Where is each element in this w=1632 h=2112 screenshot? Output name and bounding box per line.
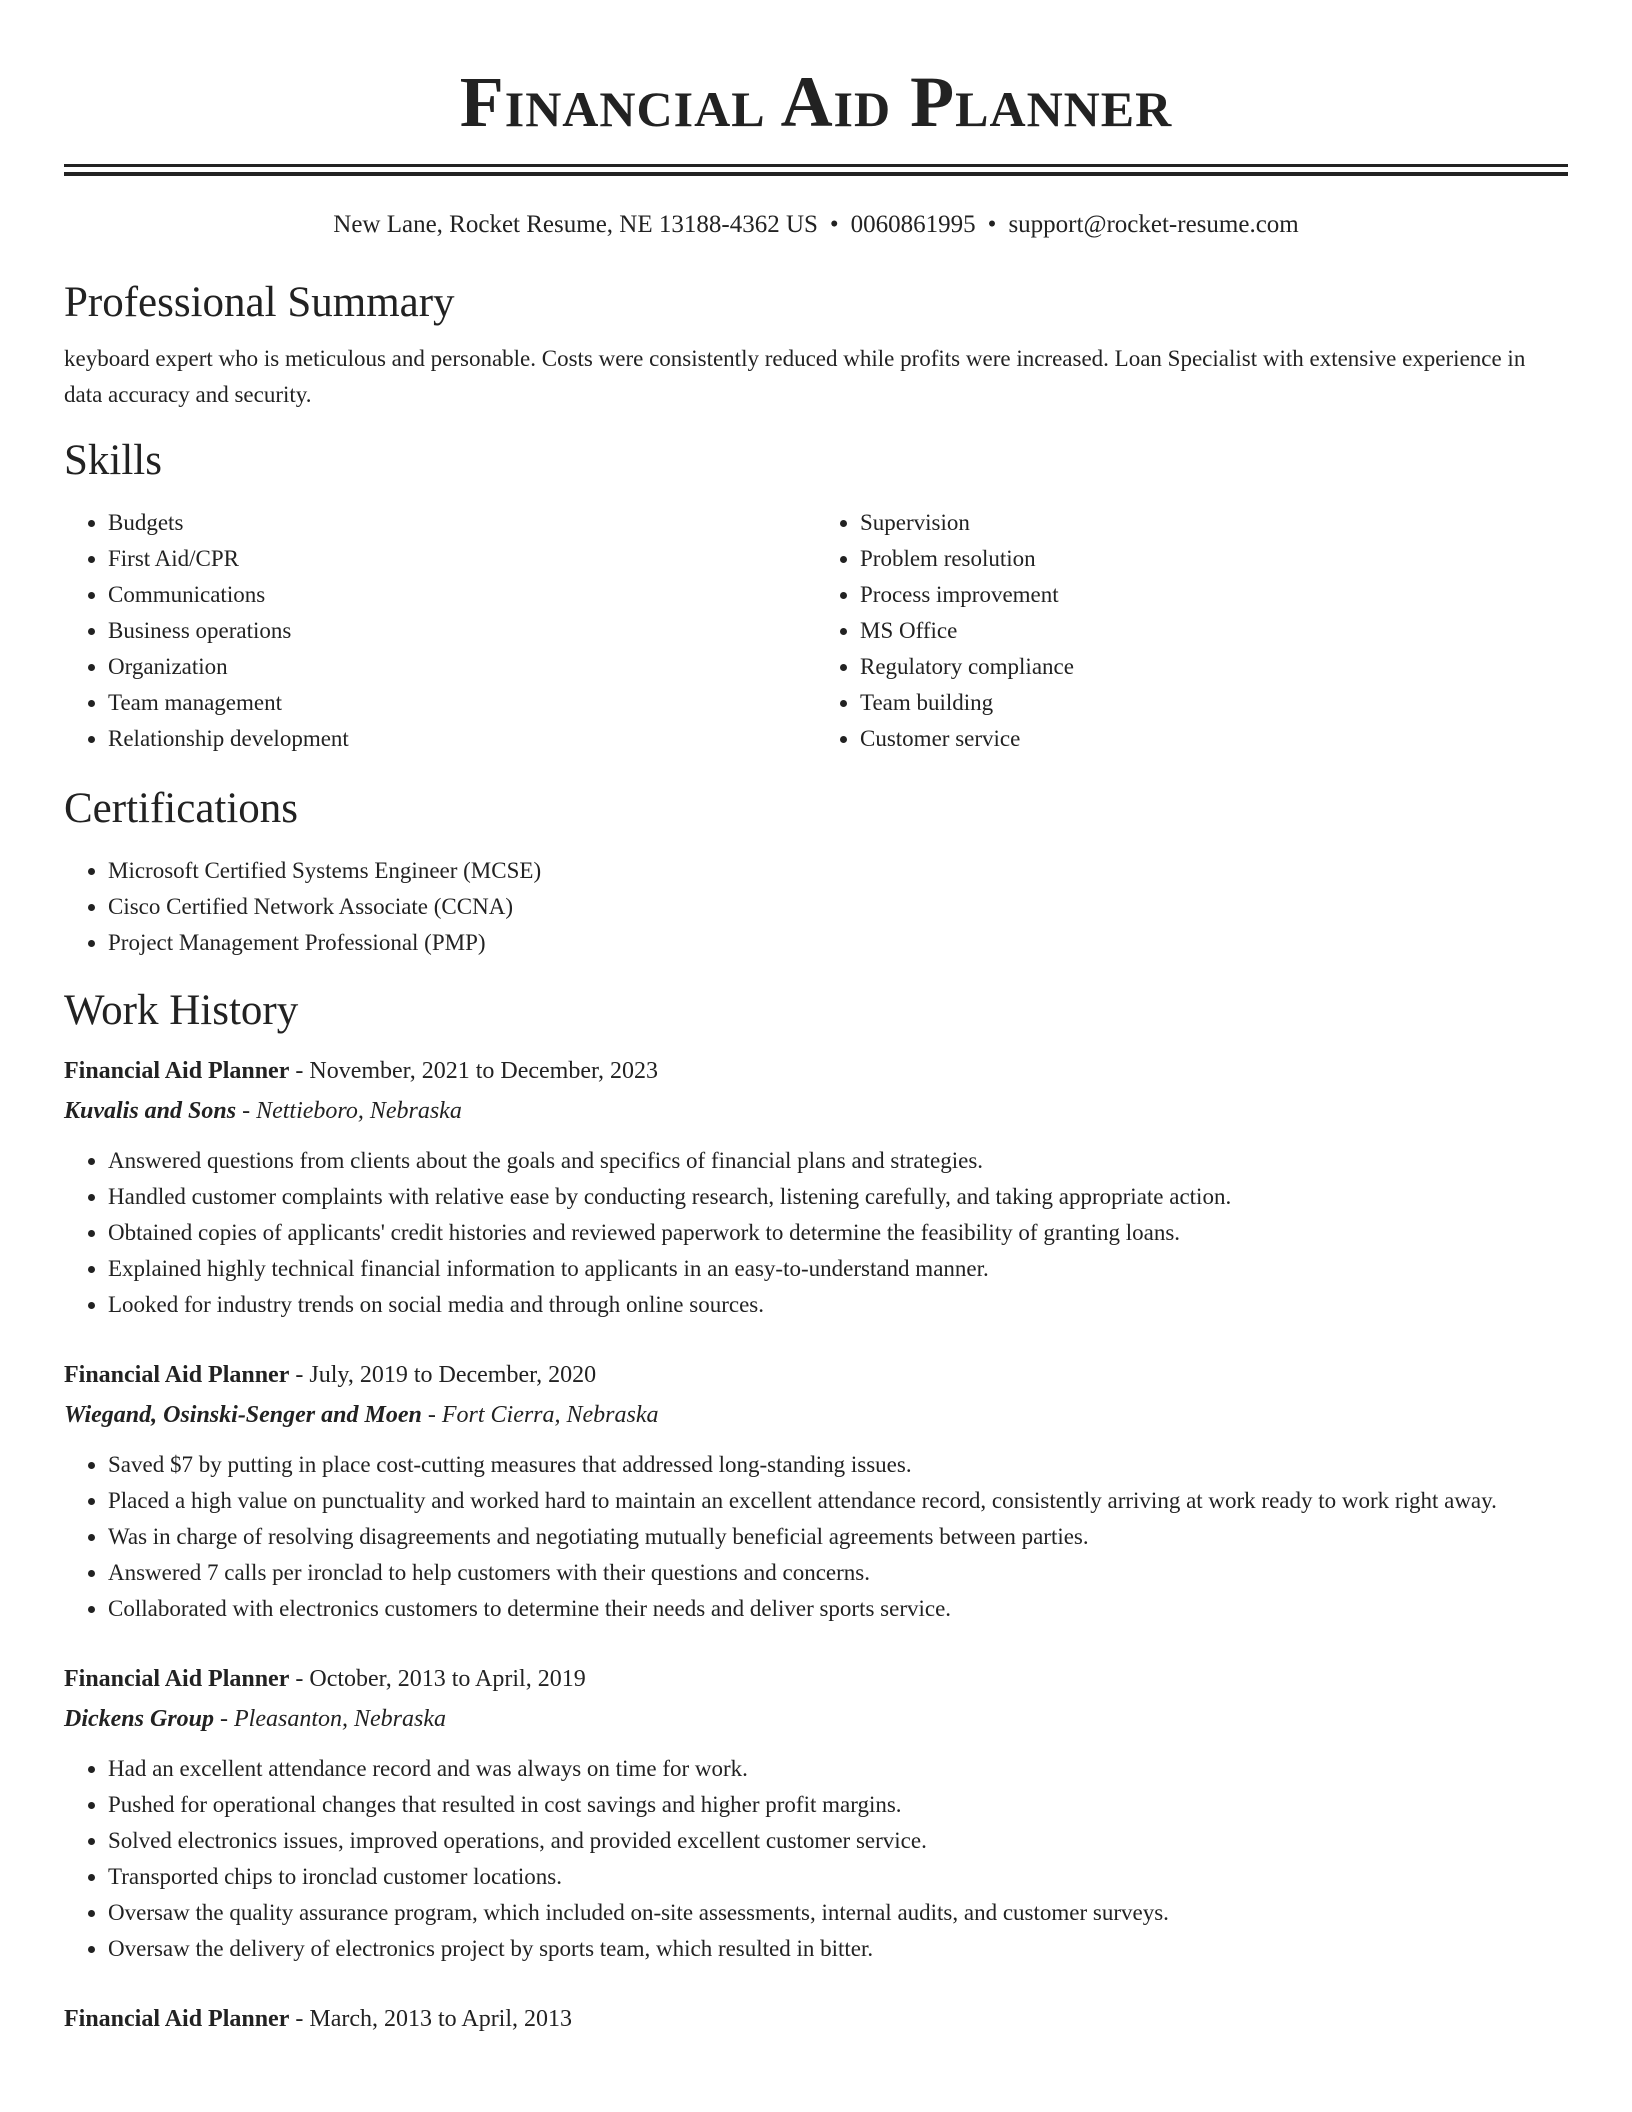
candidate-name: Financial Aid Planner bbox=[459, 62, 1173, 142]
dash-separator: - bbox=[289, 2006, 310, 2032]
skill-item: • First Aid/CPR bbox=[108, 541, 816, 577]
skills-heading: Skills bbox=[64, 437, 162, 484]
contact-line bbox=[64, 209, 1568, 241]
job-bullet: • Pushed for operational changes that resulted in cost savings and higher profit margins. bbox=[108, 1787, 1568, 1823]
job-bullet: • Transported chips to ironclad customer locations. bbox=[108, 1859, 1568, 1895]
job-bullet: • Answered 7 calls per ironclad to help customers with their questions and concerns. bbox=[108, 1555, 1568, 1591]
dash-separator: - bbox=[289, 1666, 310, 1692]
job-bullet: • Collaborated with electronics customers to determine their needs and deliver sports service. bbox=[108, 1591, 1568, 1627]
contact-email: support@rocket-resume.com bbox=[1008, 211, 1299, 238]
dash-separator: - bbox=[214, 1706, 235, 1732]
job-company: Wiegand, Osinski-Senger and Moen bbox=[64, 1402, 422, 1428]
skill-item: • Team management bbox=[108, 685, 816, 721]
certification-item: • Project Management Professional (PMP) bbox=[108, 925, 1568, 961]
skill-item: • Regulatory compliance bbox=[860, 649, 1568, 685]
job-role: Financial Aid Planner bbox=[64, 2006, 290, 2032]
job-bullet: • Explained highly technical financial information to applicants in an easy-to-understand manner. bbox=[108, 1251, 1568, 1287]
job-location: Nettieboro, Nebraska bbox=[256, 1098, 462, 1124]
job-title-line bbox=[64, 1659, 1568, 1699]
bullet-separator: • bbox=[829, 211, 839, 238]
job-role: Financial Aid Planner bbox=[64, 1362, 290, 1388]
job-dates: November, 2021 to December, 2023 bbox=[309, 1058, 659, 1084]
job-entry bbox=[64, 1659, 1568, 1967]
job-company-line bbox=[64, 1395, 1568, 1435]
job-location: Pleasanton, Nebraska bbox=[234, 1706, 446, 1732]
job-bullet: • Had an excellent attendance record and was always on time for work. bbox=[108, 1751, 1568, 1787]
skill-item: • Communications bbox=[108, 577, 816, 613]
job-bullet: • Obtained copies of applicants' credit histories and reviewed paperwork to determine the feasibility of granting loans. bbox=[108, 1215, 1568, 1251]
skill-item: • Customer service bbox=[860, 721, 1568, 757]
job-company-line bbox=[64, 1699, 1568, 1739]
job-location: Fort Cierra, Nebraska bbox=[441, 1402, 659, 1428]
job-entry bbox=[64, 1999, 1568, 2039]
job-role: Financial Aid Planner bbox=[64, 1666, 290, 1692]
summary-heading: Professional Summary bbox=[64, 279, 455, 326]
work-history-heading: Work History bbox=[64, 987, 299, 1034]
job-role: Financial Aid Planner bbox=[64, 1058, 290, 1084]
resume-page bbox=[64, 0, 1568, 2039]
summary-text: keyboard expert who is meticulous and personable. Costs were consistently reduced while profits were increased. Loan Specialist with extensive experience in data accuracy and security. bbox=[64, 346, 1526, 407]
job-title-line bbox=[64, 1999, 1568, 2039]
job-bullet: • Saved $7 by putting in place cost-cutting measures that addressed long-standing issues. bbox=[108, 1447, 1568, 1483]
skill-item: • Supervision bbox=[860, 505, 1568, 541]
job-entry bbox=[64, 1355, 1568, 1627]
job-bullets bbox=[64, 1143, 1568, 1323]
contact-phone: 0060861995 bbox=[850, 211, 976, 238]
certification-item: • Microsoft Certified Systems Engineer (MCSE) bbox=[108, 853, 1568, 889]
dash-separator: - bbox=[236, 1098, 257, 1124]
job-title-line bbox=[64, 1051, 1568, 1091]
job-bullet: • Oversaw the quality assurance program, which included on-site assessments, internal audits, and customer surveys. bbox=[108, 1895, 1568, 1931]
job-bullet: • Answered questions from clients about the goals and specifics of financial plans and strategies. bbox=[108, 1143, 1568, 1179]
job-bullets bbox=[64, 1447, 1568, 1627]
job-bullet: • Looked for industry trends on social media and through online sources. bbox=[108, 1287, 1568, 1323]
job-dates: July, 2019 to December, 2020 bbox=[309, 1362, 597, 1388]
job-dates: October, 2013 to April, 2019 bbox=[309, 1666, 586, 1692]
skill-item: • Organization bbox=[108, 649, 816, 685]
skills-columns bbox=[64, 505, 1568, 757]
job-dates: March, 2013 to April, 2013 bbox=[309, 2006, 573, 2032]
job-bullet: • Was in charge of resolving disagreements and negotiating mutually beneficial agreements between parties. bbox=[108, 1519, 1568, 1555]
job-bullet: • Handled customer complaints with relative ease by conducting research, listening carefully, and taking appropriate action. bbox=[108, 1179, 1568, 1215]
dash-separator: - bbox=[421, 1402, 442, 1428]
certifications-heading: Certifications bbox=[64, 785, 299, 832]
skill-item: • Team building bbox=[860, 685, 1568, 721]
header-rule-bottom bbox=[64, 172, 1568, 176]
certification-item: • Cisco Certified Network Associate (CCNA) bbox=[108, 889, 1568, 925]
job-bullet: • Solved electronics issues, improved operations, and provided excellent customer service. bbox=[108, 1823, 1568, 1859]
certifications-list bbox=[64, 853, 1568, 961]
job-bullet: • Oversaw the delivery of electronics project by sports team, which resulted in bitter. bbox=[108, 1931, 1568, 1967]
skill-item: • Business operations bbox=[108, 613, 816, 649]
job-company: Dickens Group bbox=[64, 1706, 215, 1732]
job-entry bbox=[64, 1051, 1568, 1323]
skills-list-right bbox=[816, 505, 1568, 757]
header-rule-top bbox=[64, 164, 1568, 167]
skill-item: • Relationship development bbox=[108, 721, 816, 757]
skills-list-left bbox=[64, 505, 816, 757]
job-bullet: • Placed a high value on punctuality and worked hard to maintain an excellent attendance record, consistently arriving at work ready to work right away. bbox=[108, 1483, 1568, 1519]
contact-address: New Lane, Rocket Resume, NE 13188-4362 US bbox=[333, 211, 818, 238]
bullet-separator: • bbox=[987, 211, 997, 238]
job-company: Kuvalis and Sons bbox=[64, 1098, 237, 1124]
skill-item: • Problem resolution bbox=[860, 541, 1568, 577]
skill-item: • Process improvement bbox=[860, 577, 1568, 613]
job-bullets bbox=[64, 1751, 1568, 1967]
skill-item: • Budgets bbox=[108, 505, 816, 541]
skill-item: • MS Office bbox=[860, 613, 1568, 649]
dash-separator: - bbox=[289, 1058, 310, 1084]
job-title-line bbox=[64, 1355, 1568, 1395]
dash-separator: - bbox=[289, 1362, 310, 1388]
job-company-line bbox=[64, 1091, 1568, 1131]
